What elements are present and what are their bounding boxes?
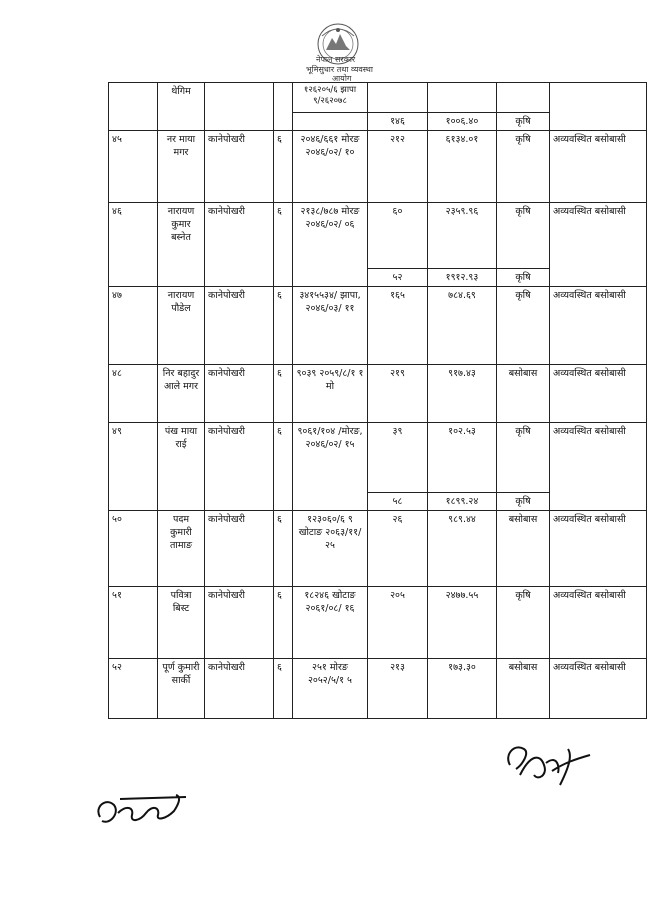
table-row: [109, 423, 647, 493]
seal-org-line1: नेपाल सरकार: [316, 55, 356, 64]
area-cell: १८९९.२४: [428, 493, 497, 511]
area-cell: ६१३४.०१: [428, 131, 497, 203]
registration-cell: [293, 83, 368, 113]
area-cell: ७८४.६९: [428, 287, 497, 365]
table-row: [109, 131, 647, 203]
name-cell: पवित्रा बिस्ट: [158, 587, 205, 659]
name-cell: पूर्ण कुमारी सार्की: [158, 659, 205, 719]
remark-cell: अव्यवस्थित बसोबासी: [550, 203, 647, 287]
ward-cell: ६: [274, 203, 293, 287]
kitta-cell: १४६: [368, 113, 428, 131]
name-cell: थेगिम: [158, 83, 205, 131]
ward-cell: ६: [274, 131, 293, 203]
vdc-cell: कानेपोखरी: [205, 203, 274, 287]
registration-cell: २५१ मोरङ २०५२/५/१ ५: [293, 659, 368, 719]
name-cell: नारायण पौडेल: [158, 287, 205, 365]
remark-cell: अव्यवस्थित बसोबासी: [550, 587, 647, 659]
remark-cell: अव्यवस्थित बसोबासी: [550, 423, 647, 511]
table-row: [109, 287, 647, 365]
remark-cell: अव्यवस्थित बसोबासी: [550, 511, 647, 587]
land-use-cell: कृषि: [497, 493, 550, 511]
area-cell: २४७७.५५: [428, 587, 497, 659]
area-cell: २३५९.९६: [428, 203, 497, 269]
name-cell: पदम कुमारी तामाङ: [158, 511, 205, 587]
table-row: [109, 511, 647, 587]
serial-cell: ५२: [109, 659, 158, 719]
registration-line: १२६२०५/६ झापा: [303, 85, 357, 95]
kitta-cell: ५८: [368, 493, 428, 511]
kitta-cell: ५२: [368, 269, 428, 287]
serial-cell: ४५: [109, 131, 158, 203]
land-use-cell: कृषि: [497, 203, 550, 269]
registration-cell: ९०३९ २०५९/८/१ १ मो: [293, 365, 368, 423]
area-cell: १७३.३०: [428, 659, 497, 719]
kitta-cell: २६: [368, 511, 428, 587]
serial-cell: ४९: [109, 423, 158, 511]
table-row: [109, 365, 647, 423]
signature-left: [90, 785, 200, 845]
name-cell: पंख माया राई: [158, 423, 205, 511]
seal-org-line3: आयोग: [332, 74, 352, 83]
land-use-cell: बसोबास: [497, 659, 550, 719]
vdc-cell: कानेपोखरी: [205, 511, 274, 587]
remark-cell: अव्यवस्थित बसोबासी: [550, 659, 647, 719]
land-use-cell: कृषि: [497, 113, 550, 131]
ward-cell: ६: [274, 423, 293, 511]
land-use-cell: बसोबास: [497, 365, 550, 423]
area-cell: ९८९.४४: [428, 511, 497, 587]
seal-org-line2: भूमिसुधार तथा व्यवस्था: [306, 65, 373, 74]
registration-cell: १२३०६०/६ ९ खोटाङ २०६३/११/ २५: [293, 511, 368, 587]
vdc-cell: कानेपोखरी: [205, 587, 274, 659]
vdc-cell: कानेपोखरी: [205, 365, 274, 423]
remark-cell: अव्यवस्थित बसोबासी: [550, 365, 647, 423]
signature-right: [500, 735, 610, 800]
table-row: [109, 83, 647, 113]
serial-cell: ४८: [109, 365, 158, 423]
vdc-cell: कानेपोखरी: [205, 659, 274, 719]
table-row: [109, 659, 647, 719]
vdc-cell: कानेपोखरी: [205, 287, 274, 365]
registration-cell: १८२४६ खोटाङ २०६१/०८/ १६: [293, 587, 368, 659]
registration-cell: ९०६१/१०४ /मोरङ, २०४६/०२/ १५: [293, 423, 368, 511]
serial-cell: ५१: [109, 587, 158, 659]
registration-cell: ३४१५५३४/ झापा, २०४६/०३/ ११: [293, 287, 368, 365]
remark-cell: अव्यवस्थित बसोबासी: [550, 131, 647, 203]
table-row: [109, 203, 647, 269]
land-use-cell: कृषि: [497, 423, 550, 493]
kitta-cell: २१२: [368, 131, 428, 203]
land-use-cell: बसोबास: [497, 511, 550, 587]
kitta-cell: २१९: [368, 365, 428, 423]
kitta-cell: २०५: [368, 587, 428, 659]
vdc-cell: कानेपोखरी: [205, 131, 274, 203]
serial-cell: ४७: [109, 287, 158, 365]
ward-cell: ६: [274, 365, 293, 423]
name-cell: नर माया मगर: [158, 131, 205, 203]
area-cell: १००६.४०: [428, 113, 497, 131]
area-cell: १०२.५३: [428, 423, 497, 493]
name-cell: नारायण कुमार बस्नेत: [158, 203, 205, 287]
registration-date: ९/२६२०७८: [313, 96, 347, 106]
area-cell: ९१७.४३: [428, 365, 497, 423]
serial-cell: ४६: [109, 203, 158, 287]
registration-cell: २०४६/६६१ मोरङ २०४६/०२/ १०: [293, 131, 368, 203]
land-use-cell: कृषि: [497, 269, 550, 287]
kitta-cell: १६५: [368, 287, 428, 365]
kitta-cell: ६०: [368, 203, 428, 269]
serial-cell: ५०: [109, 511, 158, 587]
ward-cell: ६: [274, 659, 293, 719]
kitta-cell: ३९: [368, 423, 428, 493]
ward-cell: ६: [274, 587, 293, 659]
remark-cell: अव्यवस्थित बसोबासी: [550, 287, 647, 365]
land-use-cell: कृषि: [497, 287, 550, 365]
area-cell: १९१२.९३: [428, 269, 497, 287]
kitta-cell: २१३: [368, 659, 428, 719]
ward-cell: ६: [274, 287, 293, 365]
land-records-table: [108, 82, 647, 719]
name-cell: निर बहादुर आले मगर: [158, 365, 205, 423]
land-use-cell: कृषि: [497, 587, 550, 659]
registration-cell: २१३८/७८७ मोरङ २०४६/०२/ ०६: [293, 203, 368, 287]
land-use-cell: कृषि: [497, 131, 550, 203]
ward-cell: ६: [274, 511, 293, 587]
table-row: [109, 587, 647, 659]
vdc-cell: कानेपोखरी: [205, 423, 274, 511]
